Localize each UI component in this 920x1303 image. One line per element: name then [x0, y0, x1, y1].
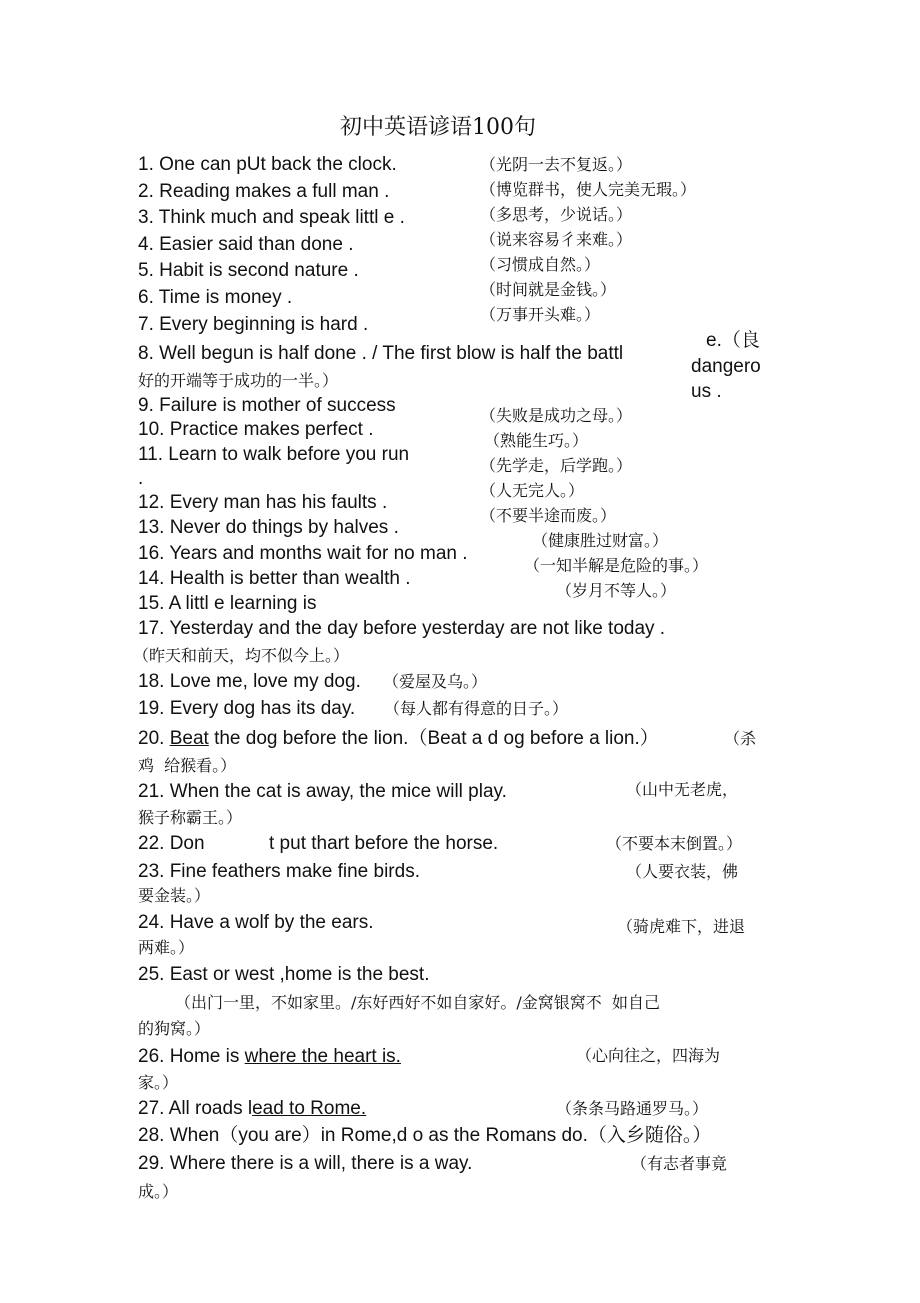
proverb-11: 11. Learn to walk before you run	[138, 444, 410, 465]
proverb-3-translation: （多思考，少说话。）	[480, 205, 633, 224]
proverb-23: 23. Fine feathers make fine birds.	[138, 861, 420, 882]
proverb-21-translation-line1: （山中无老虎，	[626, 780, 739, 799]
proverb-23-translation-line2: 要金装。）	[138, 886, 211, 905]
proverb-25: 25. East or west ,home is the best.	[138, 964, 430, 985]
proverb-19: 19. Every dog has its day.	[138, 698, 356, 719]
proverb-3: 3. Think much and speak littl e .	[138, 207, 405, 228]
proverb-22-part2: t put thart before the horse.	[269, 833, 499, 854]
proverb-6: 6. Time is money .	[138, 287, 293, 308]
proverb-12-translation: （人无完人。）	[480, 481, 585, 500]
side-text-dangerous-line2: us .	[691, 381, 722, 402]
page-title: 初中英语谚语100句	[340, 115, 536, 140]
proverb-29: 29. Where there is a will, there is a way.	[138, 1153, 473, 1174]
proverb-8-continuation: e.（良	[706, 330, 760, 351]
side-text-dangerous-line1: dangero	[691, 356, 761, 377]
proverb-21: 21. When the cat is away, the mice will play.	[138, 781, 507, 802]
proverb-28: 28. When（you are）in Rome,d o as the Romans do.（入乡随俗。）	[138, 1125, 712, 1146]
proverb-17-translation: （昨天和前天，均不似今上。）	[133, 646, 350, 665]
proverb-7: 7. Every beginning is hard .	[138, 314, 369, 335]
proverb-14: 14. Health is better than wealth .	[138, 568, 411, 589]
proverb-13: 13. Never do things by halves .	[138, 517, 399, 538]
proverb-21-translation-line2: 猴子称霸王。）	[138, 808, 243, 827]
proverb-29-translation-line2: 成。）	[138, 1182, 179, 1201]
proverb-5-translation: （习惯成自然。）	[480, 255, 601, 274]
proverb-1-translation: （光阴一去不复返。）	[480, 155, 633, 174]
proverb-20-translation-line2: 鸡 给猴看。）	[138, 756, 237, 775]
proverb-27-translation: （条条马路通罗马。）	[556, 1099, 709, 1118]
proverb-26	[138, 1046, 401, 1068]
proverb-20-rest: the dog before the lion.（Beat a d og before a lion.）	[208, 728, 659, 749]
proverb-17: 17. Yesterday and the day before yesterday are not like today .	[138, 618, 666, 639]
proverb-11-continuation: .	[138, 468, 144, 489]
proverb-7-translation: （万事开头难。）	[480, 305, 601, 324]
proverb-16: 16. Years and months wait for no man .	[138, 543, 468, 564]
proverb-27-underlined: ead to Rome.	[252, 1098, 367, 1119]
proverb-26-translation-line1: （心向往之，四海为	[576, 1046, 721, 1065]
proverb-15-translation: （岁月不等人。）	[556, 581, 677, 600]
proverb-2-translation: （博览群书，使人完美无瑕。）	[480, 180, 697, 199]
proverb-8-translation: 好的开端等于成功的一半。）	[138, 371, 339, 390]
proverb-24: 24. Have a wolf by the ears.	[138, 912, 374, 933]
proverb-26-underlined: where the heart is.	[244, 1046, 401, 1067]
proverb-20-number: 20.	[138, 728, 170, 749]
proverb-24-translation-line2: 两难。）	[138, 938, 195, 957]
proverb-15: 15. A littl e learning is	[138, 593, 317, 614]
proverb-26-translation-line2: 家。）	[138, 1073, 179, 1092]
proverb-22-part1: 22. Don	[138, 833, 205, 854]
proverb-20	[138, 728, 659, 750]
proverb-19-translation: （每人都有得意的日子。）	[384, 699, 569, 718]
proverb-6-translation: （时间就是金钱。）	[480, 280, 617, 299]
proverb-9-translation: （失败是成功之母。）	[480, 406, 633, 425]
proverb-16-translation: （健康胜过财富。）	[532, 531, 669, 550]
proverb-4-translation: （说来容易彳来难。）	[480, 230, 633, 249]
proverb-24-translation-line1: （骑虎难下，进退	[617, 917, 746, 936]
proverb-14-translation: （一知半解是危险的事。）	[524, 556, 709, 575]
proverb-5: 5. Habit is second nature .	[138, 260, 359, 281]
proverb-22-translation: （不要本末倒置。）	[606, 834, 743, 853]
proverb-12: 12. Every man has his faults .	[138, 492, 388, 513]
proverb-20-translation-line1: （杀	[724, 729, 757, 748]
proverb-23-translation-line1: （人要衣装，佛	[626, 862, 739, 881]
proverb-29-translation-line1: （有志者事竟	[631, 1154, 728, 1173]
proverb-27-prefix: 27. All roads l	[138, 1098, 253, 1119]
proverb-9: 9. Failure is mother of success	[138, 395, 396, 416]
proverb-13-translation: （不要半途而废。）	[480, 506, 617, 525]
proverb-2: 2. Reading makes a full man .	[138, 181, 390, 202]
proverb-27	[138, 1098, 366, 1120]
proverb-18: 18. Love me, love my dog.	[138, 671, 361, 692]
proverb-25-translation-line1: （出门一里，不如家里。/东好西好不如自家好。/金窝银窝不 如自己	[175, 993, 660, 1012]
proverb-8: 8. Well begun is half done . / The first blow is half the battl	[138, 343, 624, 364]
proverb-18-translation: （爱屋及乌。）	[383, 672, 488, 691]
proverb-11-translation: （先学走，后学跑。）	[480, 456, 633, 475]
proverb-10: 10. Practice makes perfect .	[138, 419, 374, 440]
proverb-10-translation: （熟能生巧。）	[484, 431, 589, 450]
proverb-20-underlined-word: Beat	[169, 728, 209, 749]
proverb-4: 4. Easier said than done .	[138, 234, 354, 255]
proverb-1: 1. One can pUt back the clock.	[138, 154, 397, 175]
proverb-26-prefix: 26. Home is	[138, 1046, 245, 1067]
proverb-25-translation-line2: 的狗窝。）	[138, 1019, 211, 1038]
